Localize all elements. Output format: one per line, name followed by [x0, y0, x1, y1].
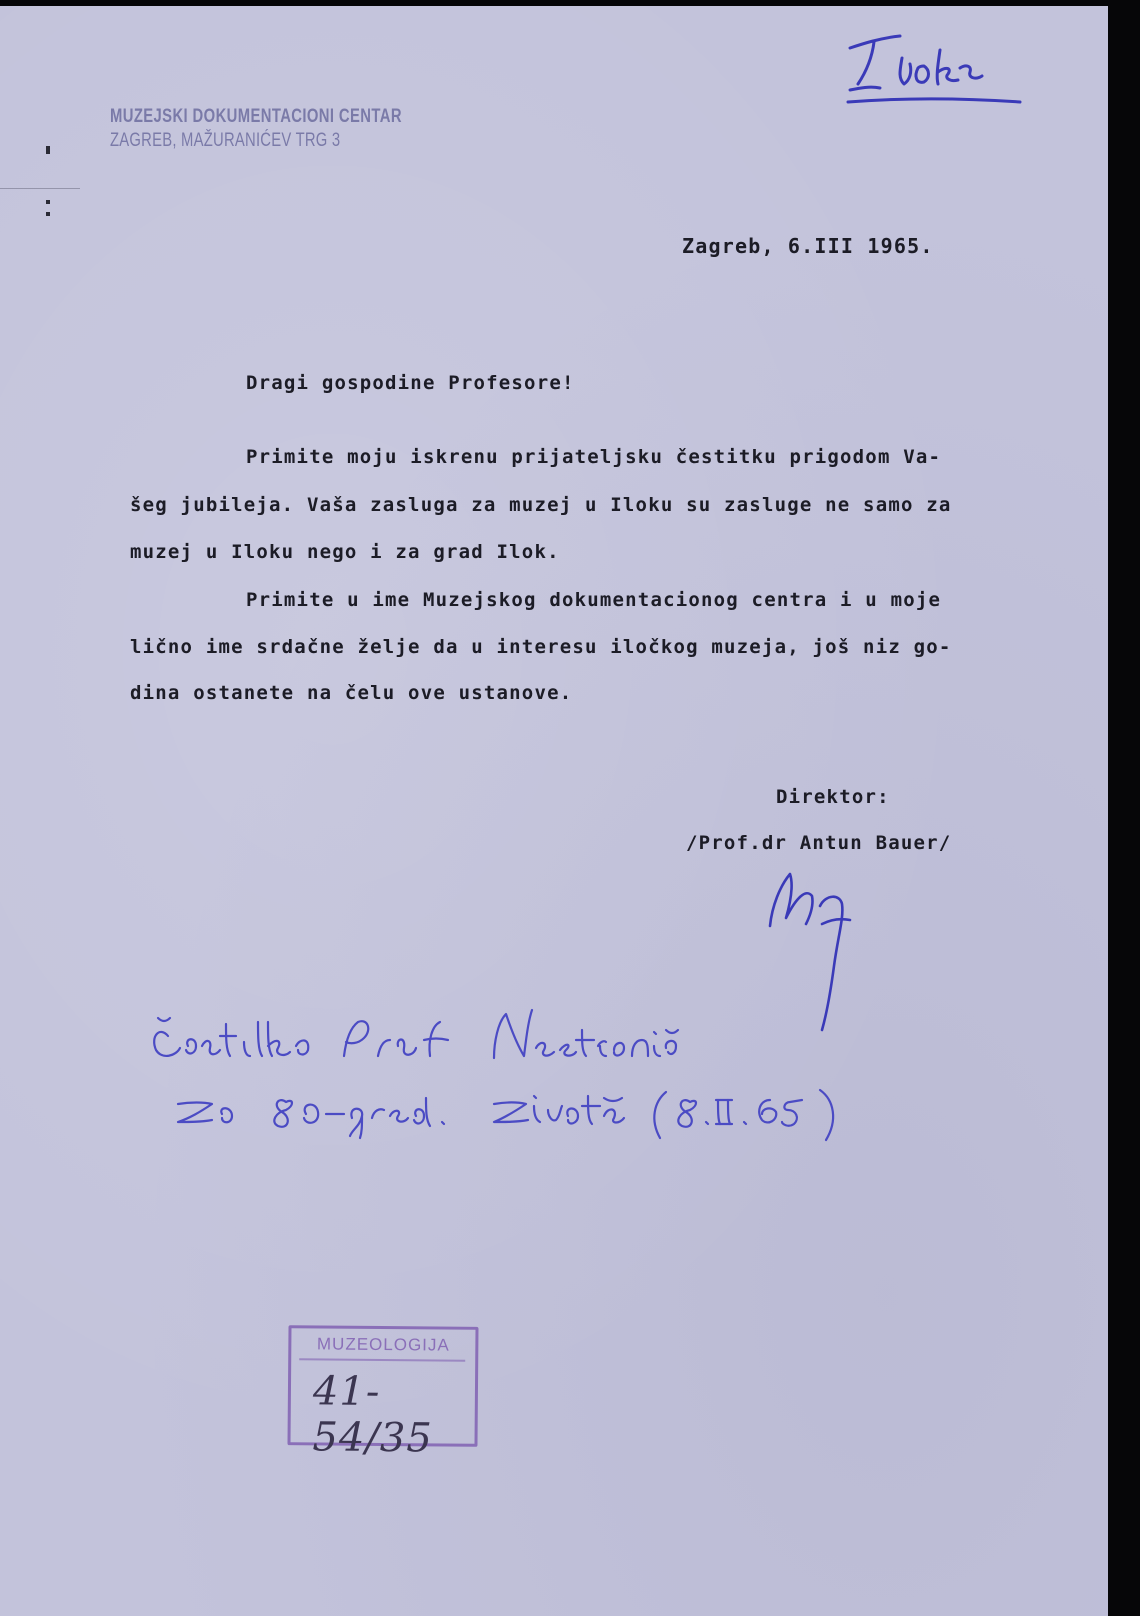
letterhead-address: ZAGREB, MAŽURANIĆEV TRG 3: [110, 130, 341, 151]
stamp-label: MUZEOLOGIJA: [316, 1334, 450, 1355]
letter-date: Zagreb, 6.III 1965.: [682, 234, 934, 258]
signature-title: Direktor:: [776, 786, 890, 808]
body-line: dina ostanete na čelu ove ustanove.: [130, 682, 573, 704]
archive-stamp: [287, 1325, 478, 1462]
body-line: šeg jubileja. Vaša zasluga za muzej u Iloku su zasluge ne samo za: [130, 494, 952, 516]
body-line: lično ime srdačne želje da u interesu iločkog muzeja, još niz go-: [130, 636, 952, 658]
director-signature: [770, 874, 850, 1030]
letter-page: [0, 6, 1108, 1616]
body-line: Primite moju iskrenu prijateljsku čestitku prigodom Va-: [246, 446, 942, 468]
body-line: muzej u Iloku nego i za grad Ilok.: [130, 541, 560, 563]
handwriting-layer: [0, 6, 1108, 1616]
salutation: Dragi gospodine Profesore!: [246, 372, 575, 394]
stamp-number: 41-54/35: [312, 1368, 434, 1462]
signature-name: /Prof.dr Antun Bauer/: [686, 832, 952, 854]
scan-border-right: [1108, 0, 1140, 1616]
stamp-divider: [299, 1358, 465, 1361]
handwritten-note-line2-ink: [178, 1090, 833, 1140]
handwritten-note-line1-ink: [154, 1010, 678, 1058]
handwritten-ilok: [848, 36, 1020, 102]
body-line: Primite u ime Muzejskog dokumentacionog centra i u moje: [246, 589, 942, 611]
letterhead-institution: MUZEJSKI DOKUMENTACIONI CENTAR: [110, 106, 402, 127]
